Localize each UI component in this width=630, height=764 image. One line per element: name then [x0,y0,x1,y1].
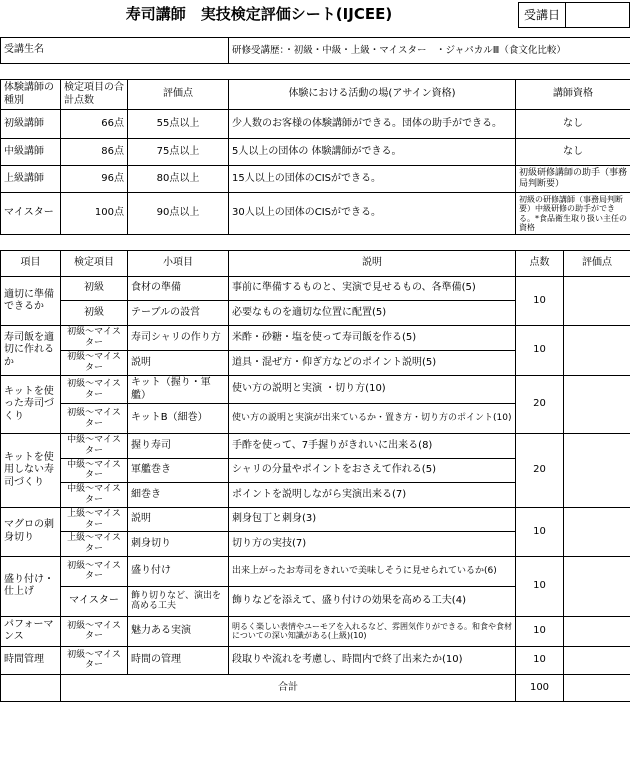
grade-activity: 少人数のお客様の体験講師ができる。団体の助手ができる。 [229,110,516,139]
grades-header-qual: 講師資格 [516,80,630,110]
items-table [0,250,630,702]
item-sub: 説明 [128,507,229,532]
item-sub: 食材の準備 [128,277,229,301]
item-sub: 細巻き [128,483,229,508]
grades-header-type: 体験講師の種別 [1,80,61,110]
grade-type: 中級講師 [1,139,61,166]
grades-row [1,139,630,166]
item-eval-cell[interactable] [564,646,630,674]
grade-qual: 初級研修講師の助手（事務局判断要） [516,166,630,193]
item-desc: ポイントを説明しながら実演出来る(7) [229,483,516,508]
item-points: 10 [516,616,564,646]
item-name: マグロの刺身切り [1,507,61,556]
item-desc: 使い方の説明と実演が出来ているか・置き方・切り方のポイント(10) [229,404,516,434]
grade-activity: 30人以上の団体のCISができる。 [229,193,516,235]
total-row [1,674,630,701]
item-sub: テーブルの設営 [128,301,229,326]
item-level: 中級～マイスター [61,483,128,508]
item-desc: 事前に準備するものと、実演で見せるもの、各準備(5) [229,277,516,301]
item-sub: 軍艦巻き [128,458,229,483]
page-title: 寿司講師 実技検定評価シート(IJCEE) [125,5,393,23]
item-desc: 刺身包丁と刺身(3) [229,507,516,532]
total-label: 合計 [61,674,516,701]
student-name-label: 受講生名 [1,38,229,64]
item-sub: 握り寿司 [128,434,229,459]
item-desc: 切り方の実技(7) [229,532,516,557]
item-desc: 道具・混ぜ方・仰ぎ方などのポイント説明(5) [229,351,516,376]
item-sub: キットB（細巻） [128,404,229,434]
item-points: 20 [516,434,564,508]
item-sub: 飾り切りなど、演出を高める工夫 [128,586,229,616]
table-row [1,507,630,532]
item-desc: 段取りや流れを考慮し、時間内で終了出来たか(10) [229,646,516,674]
item-level: 中級～マイスター [61,458,128,483]
item-desc: 米酢・砂糖・塩を使って寿司飯を作る(5) [229,326,516,351]
item-sub: 盛り付け [128,556,229,586]
item-eval-cell[interactable] [564,376,630,434]
item-points: 10 [516,507,564,556]
total-eval-cell[interactable] [564,674,630,701]
total-points: 100 [516,674,564,701]
item-desc: 必要なものを適切な位置に配置(5) [229,301,516,326]
item-sub: 刺身切り [128,532,229,557]
item-points: 10 [516,646,564,674]
grades-row [1,193,630,235]
item-level: マイスター [61,586,128,616]
grade-activity: 15人以上の団体のCISができる。 [229,166,516,193]
item-sub: 魅力ある実演 [128,616,229,646]
grade-type: 上級講師 [1,166,61,193]
item-level: 初級～マイスター [61,351,128,376]
grade-score: 55点以上 [128,110,229,139]
items-header-level: 検定項目 [61,251,128,277]
grade-qual: なし [516,139,630,166]
item-eval-cell[interactable] [564,326,630,376]
item-name: パフォーマンス [1,616,61,646]
student-history: 研修受講歴：・初級・中級・上級・マイスター ・ジャパカルⅢ（食文化比較） [229,38,630,64]
item-name: 時間管理 [1,646,61,674]
grade-score: 90点以上 [128,193,229,235]
grade-total: 96点 [61,166,128,193]
grades-row [1,166,630,193]
item-level: 初級～マイスター [61,556,128,586]
student-table [0,37,630,64]
table-row [1,556,630,586]
table-row [1,277,630,301]
grade-total: 100点 [61,193,128,235]
table-row [1,434,630,459]
table-row [1,326,630,351]
total-empty-cell [1,674,61,701]
item-level: 中級～マイスター [61,434,128,459]
items-header-sub: 小項目 [128,251,229,277]
item-level: 上級～マイスター [61,532,128,557]
item-points: 20 [516,376,564,434]
grades-header-total: 検定項目の合計点数 [61,80,128,110]
item-level: 初級～マイスター [61,404,128,434]
grade-qual: 初級の研修講師（事務局判断要）中級研修の助手ができる。*食品衛生取り扱い主任の資格 [516,193,630,235]
grades-table [0,79,630,235]
item-desc: 明るく楽しい表情やユーモアを入れるなど、雰囲気作りができる。和食や食材についての深い知識がある(上級)(10) [229,616,516,646]
grade-qual: なし [516,110,630,139]
item-level: 上級～マイスター [61,507,128,532]
item-eval-cell[interactable] [564,556,630,616]
item-name: 盛り付け・仕上げ [1,556,61,616]
item-points: 10 [516,326,564,376]
grades-row [1,110,630,139]
item-name: 適切に準備できるか [1,277,61,326]
items-header-points: 点数 [516,251,564,277]
item-sub: 時間の管理 [128,646,229,674]
grade-activity: 5人以上の団体の 体験講師ができる。 [229,139,516,166]
grade-score: 75点以上 [128,139,229,166]
item-eval-cell[interactable] [564,434,630,508]
item-desc: 手酢を使って、7手握りがきれいに出来る(8) [229,434,516,459]
item-eval-cell[interactable] [564,277,630,326]
table-row [1,646,630,674]
item-name: 寿司飯を適切に作れるか [1,326,61,376]
table-row [1,616,630,646]
grade-score: 80点以上 [128,166,229,193]
items-header-eval: 評価点 [564,251,630,277]
item-desc: 飾りなどを添えて、盛り付けの効果を高める工夫(4) [229,586,516,616]
item-desc: 使い方の説明と実演 ・切り方(10) [229,376,516,404]
item-level: 初級～マイスター [61,376,128,404]
item-sub: 説明 [128,351,229,376]
date-box [518,2,630,28]
item-sub: キット（握り・軍艦） [128,376,229,404]
item-level: 初級～マイスター [61,646,128,674]
item-points: 10 [516,277,564,326]
item-name: キットを使用しない寿司づくり [1,434,61,508]
item-eval-cell[interactable] [564,616,630,646]
item-name: キットを使った寿司づくり [1,376,61,434]
date-label: 受講日 [519,3,566,27]
item-level: 初級～マイスター [61,616,128,646]
item-level: 初級～マイスター [61,326,128,351]
grade-total: 86点 [61,139,128,166]
grades-header-score: 評価点 [128,80,229,110]
item-level: 初級 [61,301,128,326]
items-header-item: 項目 [1,251,61,277]
items-header-desc: 説明 [229,251,516,277]
grade-type: マイスター [1,193,61,235]
item-sub: 寿司シャリの作り方 [128,326,229,351]
grade-type: 初級講師 [1,110,61,139]
item-level: 初級 [61,277,128,301]
item-eval-cell[interactable] [564,507,630,556]
item-points: 10 [516,556,564,616]
table-row [1,376,630,404]
item-desc: シャリの分量やポイントをおさえて作れる(5) [229,458,516,483]
grade-total: 66点 [61,110,128,139]
item-desc: 出来上がったお寿司をきれいで美味しそうに見せられているか(6) [229,556,516,586]
grades-header-activity: 体験における活動の場(アサイン資格) [229,80,516,110]
